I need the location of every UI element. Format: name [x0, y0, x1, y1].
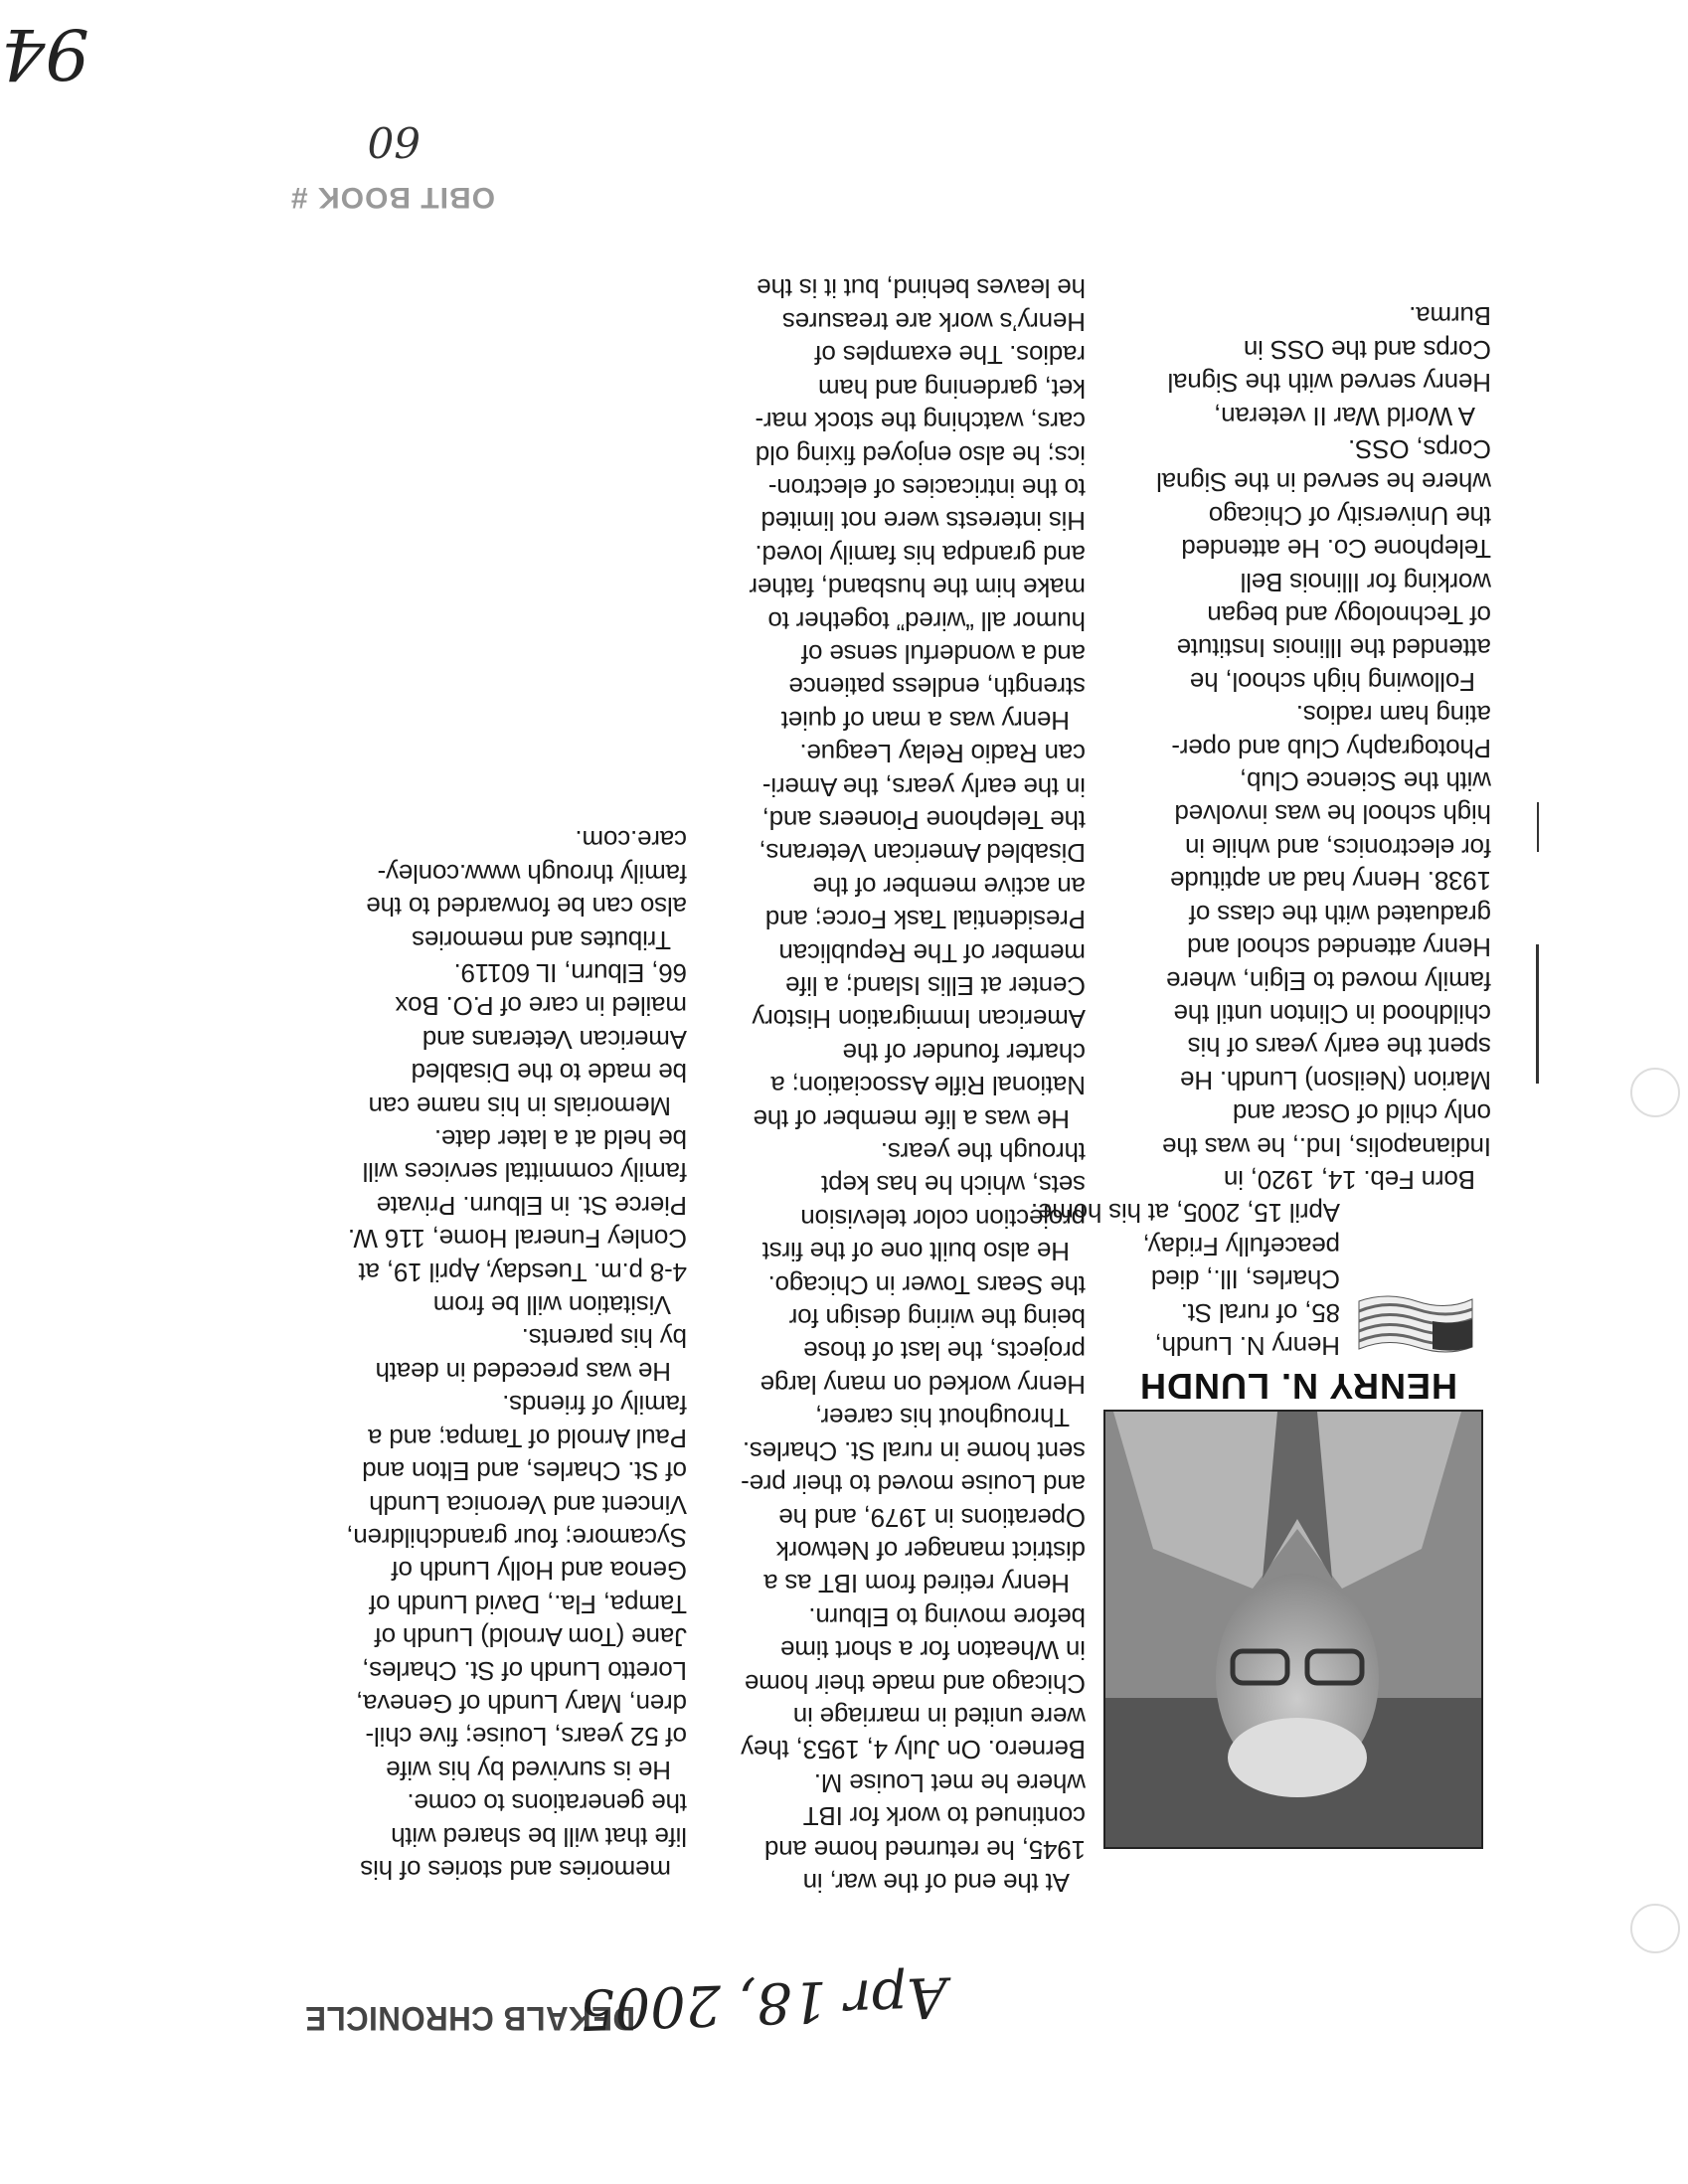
obit-book-number: 60 [367, 117, 421, 166]
text-line: the Sears Tower in Chicago. [767, 1269, 1086, 1300]
paragraph [297, 1786, 687, 1886]
text-line: 1938. Henry had an aptitude [1170, 866, 1491, 897]
text-line: His interests were not limited [760, 506, 1086, 537]
text-line: ket, gardening and ham [818, 373, 1086, 404]
text-line: Henry served with the Signal [1167, 368, 1491, 399]
text-line: A World War II veteran, [1214, 401, 1475, 431]
text-line: Memorials in his name can [368, 1091, 671, 1121]
text-line: before moving to Elburn. [808, 1601, 1086, 1632]
text-line: projects, the last of those [803, 1336, 1086, 1367]
text-line: were united in marriage in [793, 1701, 1086, 1732]
text-line: Vincent and Veronica Lundh [369, 1489, 687, 1520]
obituary-column-3 [297, 823, 687, 1886]
text-line: Throughout his career, [815, 1403, 1070, 1433]
text-line: family committal services will [362, 1157, 687, 1188]
text-line: family of friends. [502, 1390, 687, 1421]
text-line: Telephone Co. He attended [1181, 534, 1491, 565]
text-line: He is survived by his wife [386, 1755, 671, 1785]
paragraph [688, 1267, 1086, 1433]
portrait-image [1105, 1412, 1481, 1847]
text-line: the generations to come. [407, 1788, 687, 1819]
text-line: and a wonderful sense of [801, 638, 1086, 669]
text-line: 85, of rural St. [1180, 1297, 1340, 1328]
text-line: National Rifle Association; a [770, 1071, 1086, 1101]
text-line: Disabled American Veterans, [759, 838, 1086, 869]
text-line: attended the Illinois Institute [1176, 633, 1491, 664]
text-line: spent the early years of his [1187, 1032, 1491, 1063]
text-line: of Technology and began [1207, 600, 1491, 631]
text-line: Photography Club and oper- [1171, 733, 1491, 763]
paragraph [297, 956, 687, 1122]
paragraph [297, 823, 687, 956]
text-line: Paul Arnold of Tampa; and a [368, 1423, 687, 1453]
obit-book-stamp: OBIT BOOK # [289, 181, 495, 214]
text-line: Loretto Lundh of St. Charles, [362, 1655, 687, 1686]
text-line: family through www.conley- [377, 858, 687, 889]
text-line: sent home in rural St. Charles. [743, 1435, 1086, 1466]
text-line: Conley Funeral Home, 116 W. [348, 1224, 687, 1255]
text-line: Henry N. Lundh, [1154, 1331, 1340, 1361]
text-line: be made to the Disabled [411, 1058, 687, 1089]
text-line: of St. Charles, and Elton and [362, 1456, 687, 1487]
text-line: Henry retired from IBT as a [763, 1569, 1070, 1599]
text-line: sets, which he has kept [821, 1170, 1086, 1201]
text-line: dren, Mary Lundh of Geneva, [356, 1688, 687, 1719]
paragraph [297, 1321, 687, 1388]
text-line: can Radio Relay League. [799, 739, 1086, 769]
text-line: 4-8 p.m. Tuesday, April 19, at [358, 1257, 687, 1287]
text-line: Tampa, Fla., David Lundh of [369, 1589, 687, 1619]
text-line: Operations in 1979, and he [778, 1502, 1086, 1533]
paragraph [1094, 299, 1491, 432]
paragraph [688, 1433, 1086, 1599]
paragraph [688, 737, 1086, 1135]
text-line: in the early years, the Ameri- [762, 771, 1086, 802]
text-line: Henry was a man of quiet [780, 705, 1070, 736]
text-line: life that will be shared with [391, 1821, 687, 1852]
text-line: humor all “wired” together to [767, 605, 1086, 636]
text-line: ating ham radios. [1295, 700, 1491, 731]
text-line: an active member of the [812, 871, 1086, 902]
text-line: At the end of the war, in [802, 1868, 1070, 1898]
text-line: be held at a later date. [434, 1124, 687, 1155]
publication-name: DEKALB CHRONICLE [304, 1999, 635, 2037]
text-line: memories and stories of his [360, 1855, 671, 1885]
margin-mark [1536, 944, 1539, 1084]
text-line: high school he was involved [1174, 799, 1491, 830]
paragraph [688, 271, 1086, 737]
text-line: member of The Republican [778, 937, 1086, 968]
text-line: Marion (Neilson) Lundh. He [1180, 1065, 1491, 1095]
text-line: He was a life member of the [753, 1103, 1070, 1134]
text-line: 1945, he returned home and [764, 1834, 1086, 1865]
handwritten-page-number: 94 [0, 13, 89, 94]
text-line: Sycamore; four grandchildren, [346, 1522, 687, 1553]
text-line: childhood in Clinton until the [1173, 998, 1491, 1029]
text-line: Born Feb. 14, 1920, in [1224, 1164, 1475, 1195]
text-line: strength, endless patience [788, 672, 1086, 703]
obituary-column-1 [1031, 299, 1491, 1362]
text-line: Following high school, he [1190, 666, 1475, 697]
paragraph [1094, 432, 1491, 698]
text-line: where he served in the Signal [1156, 467, 1491, 498]
text-line: Genoa and Holly Lundh of [391, 1556, 687, 1587]
text-line: by his parents. [521, 1323, 687, 1354]
text-line: care.com. [575, 825, 687, 856]
text-line: He also built one of the first [761, 1237, 1070, 1267]
text-line: American Veterans and [422, 1024, 687, 1055]
punch-hole [1630, 1068, 1680, 1117]
text-line: also can be forwarded to the [366, 892, 687, 923]
margin-mark [1537, 802, 1539, 852]
paragraph [688, 1135, 1086, 1268]
text-line: April 15, 2005, at his home. [1031, 1198, 1340, 1229]
text-line: Henry worked on many large [760, 1369, 1086, 1400]
flag-space [1340, 1229, 1491, 1362]
text-line: Pierce St. in Elburn. Private [376, 1190, 687, 1221]
text-line: cars, watching the stock mar- [755, 407, 1086, 437]
text-line: only child of Oscar and [1233, 1098, 1491, 1129]
text-line: Burma. [1409, 301, 1491, 332]
text-line: Corps, OSS. [1348, 434, 1491, 465]
text-line: Henry attended school and [1187, 932, 1491, 963]
text-line: Center at Ellis Island; a life [785, 971, 1086, 1002]
text-line: where he met Louise M. [813, 1767, 1086, 1798]
text-line: Jane (Tom Arnold) Lundh of [374, 1622, 687, 1653]
text-line: Charles, Ill., died [1151, 1264, 1340, 1295]
text-line: for electronics, and while in [1185, 832, 1491, 863]
paragraph [1094, 698, 1491, 1196]
text-line: peacefully Friday, [1142, 1231, 1340, 1261]
text-line: Indianapolis, Ind., he was the [1162, 1131, 1491, 1162]
text-line: Tributes and memories [412, 924, 671, 955]
text-line: make him the husband, father [749, 573, 1086, 603]
text-line: American Immigration History [752, 1004, 1086, 1035]
text-line: charter founder of the [842, 1037, 1086, 1068]
obituary-column-2 [688, 271, 1086, 1899]
text-line: Visitation will be from [432, 1290, 671, 1321]
punch-hole [1630, 1904, 1680, 1953]
text-line: and Louise moved to their pre- [741, 1469, 1086, 1500]
text-line: mailed in care of P.O. Box [395, 991, 687, 1022]
text-line: Corps and the OSS in [1244, 334, 1491, 365]
text-line: Henry’s work are treasures [782, 306, 1086, 337]
text-line: continued to work for IBT [802, 1801, 1086, 1832]
text-line: working for Illinois Bell [1240, 567, 1491, 597]
text-line: Bernero. On July 4, 1953, they [741, 1735, 1086, 1765]
text-line: and grandpa his family loved. [755, 539, 1086, 570]
paragraph [297, 1388, 687, 1786]
text-line: in Wheaton for a short time [780, 1635, 1086, 1666]
text-line: to the intricacies of electron- [768, 472, 1086, 503]
handwritten-date: Apr 18, 2005 [578, 1963, 949, 2042]
text-line: the Telephone Pioneers and, [761, 805, 1086, 835]
text-line: being the wiring design for [788, 1303, 1086, 1334]
paragraph [688, 1599, 1086, 1899]
text-line: of 52 years, Louise; five chil- [365, 1722, 687, 1753]
text-line: radios. The examples of [814, 340, 1086, 371]
text-line: ics; he also enjoyed fixing old [755, 439, 1086, 470]
text-line: through the years. [881, 1137, 1086, 1168]
text-line: 66, Elburn, IL 60119. [453, 958, 687, 989]
text-line: projection color television [800, 1203, 1086, 1234]
portrait-photo [1103, 1410, 1483, 1849]
text-line: Presidential Task Force; and [765, 905, 1086, 935]
text-line: family moved to Elgin, where [1166, 965, 1491, 996]
text-line: He was preceded in death [375, 1356, 671, 1387]
paragraph [297, 1122, 687, 1321]
obituary-headline: HENRY N. LUNDH [1138, 1366, 1457, 1407]
text-line: he leaves behind, but it is the [757, 273, 1086, 304]
text-line: with the Science Club, [1240, 766, 1491, 797]
text-line: Chicago and made their home [745, 1668, 1086, 1699]
text-line: graduated with the class of [1189, 899, 1491, 929]
text-line: the University of Chicago [1208, 500, 1491, 531]
text-line: district manager of Network [775, 1535, 1086, 1566]
